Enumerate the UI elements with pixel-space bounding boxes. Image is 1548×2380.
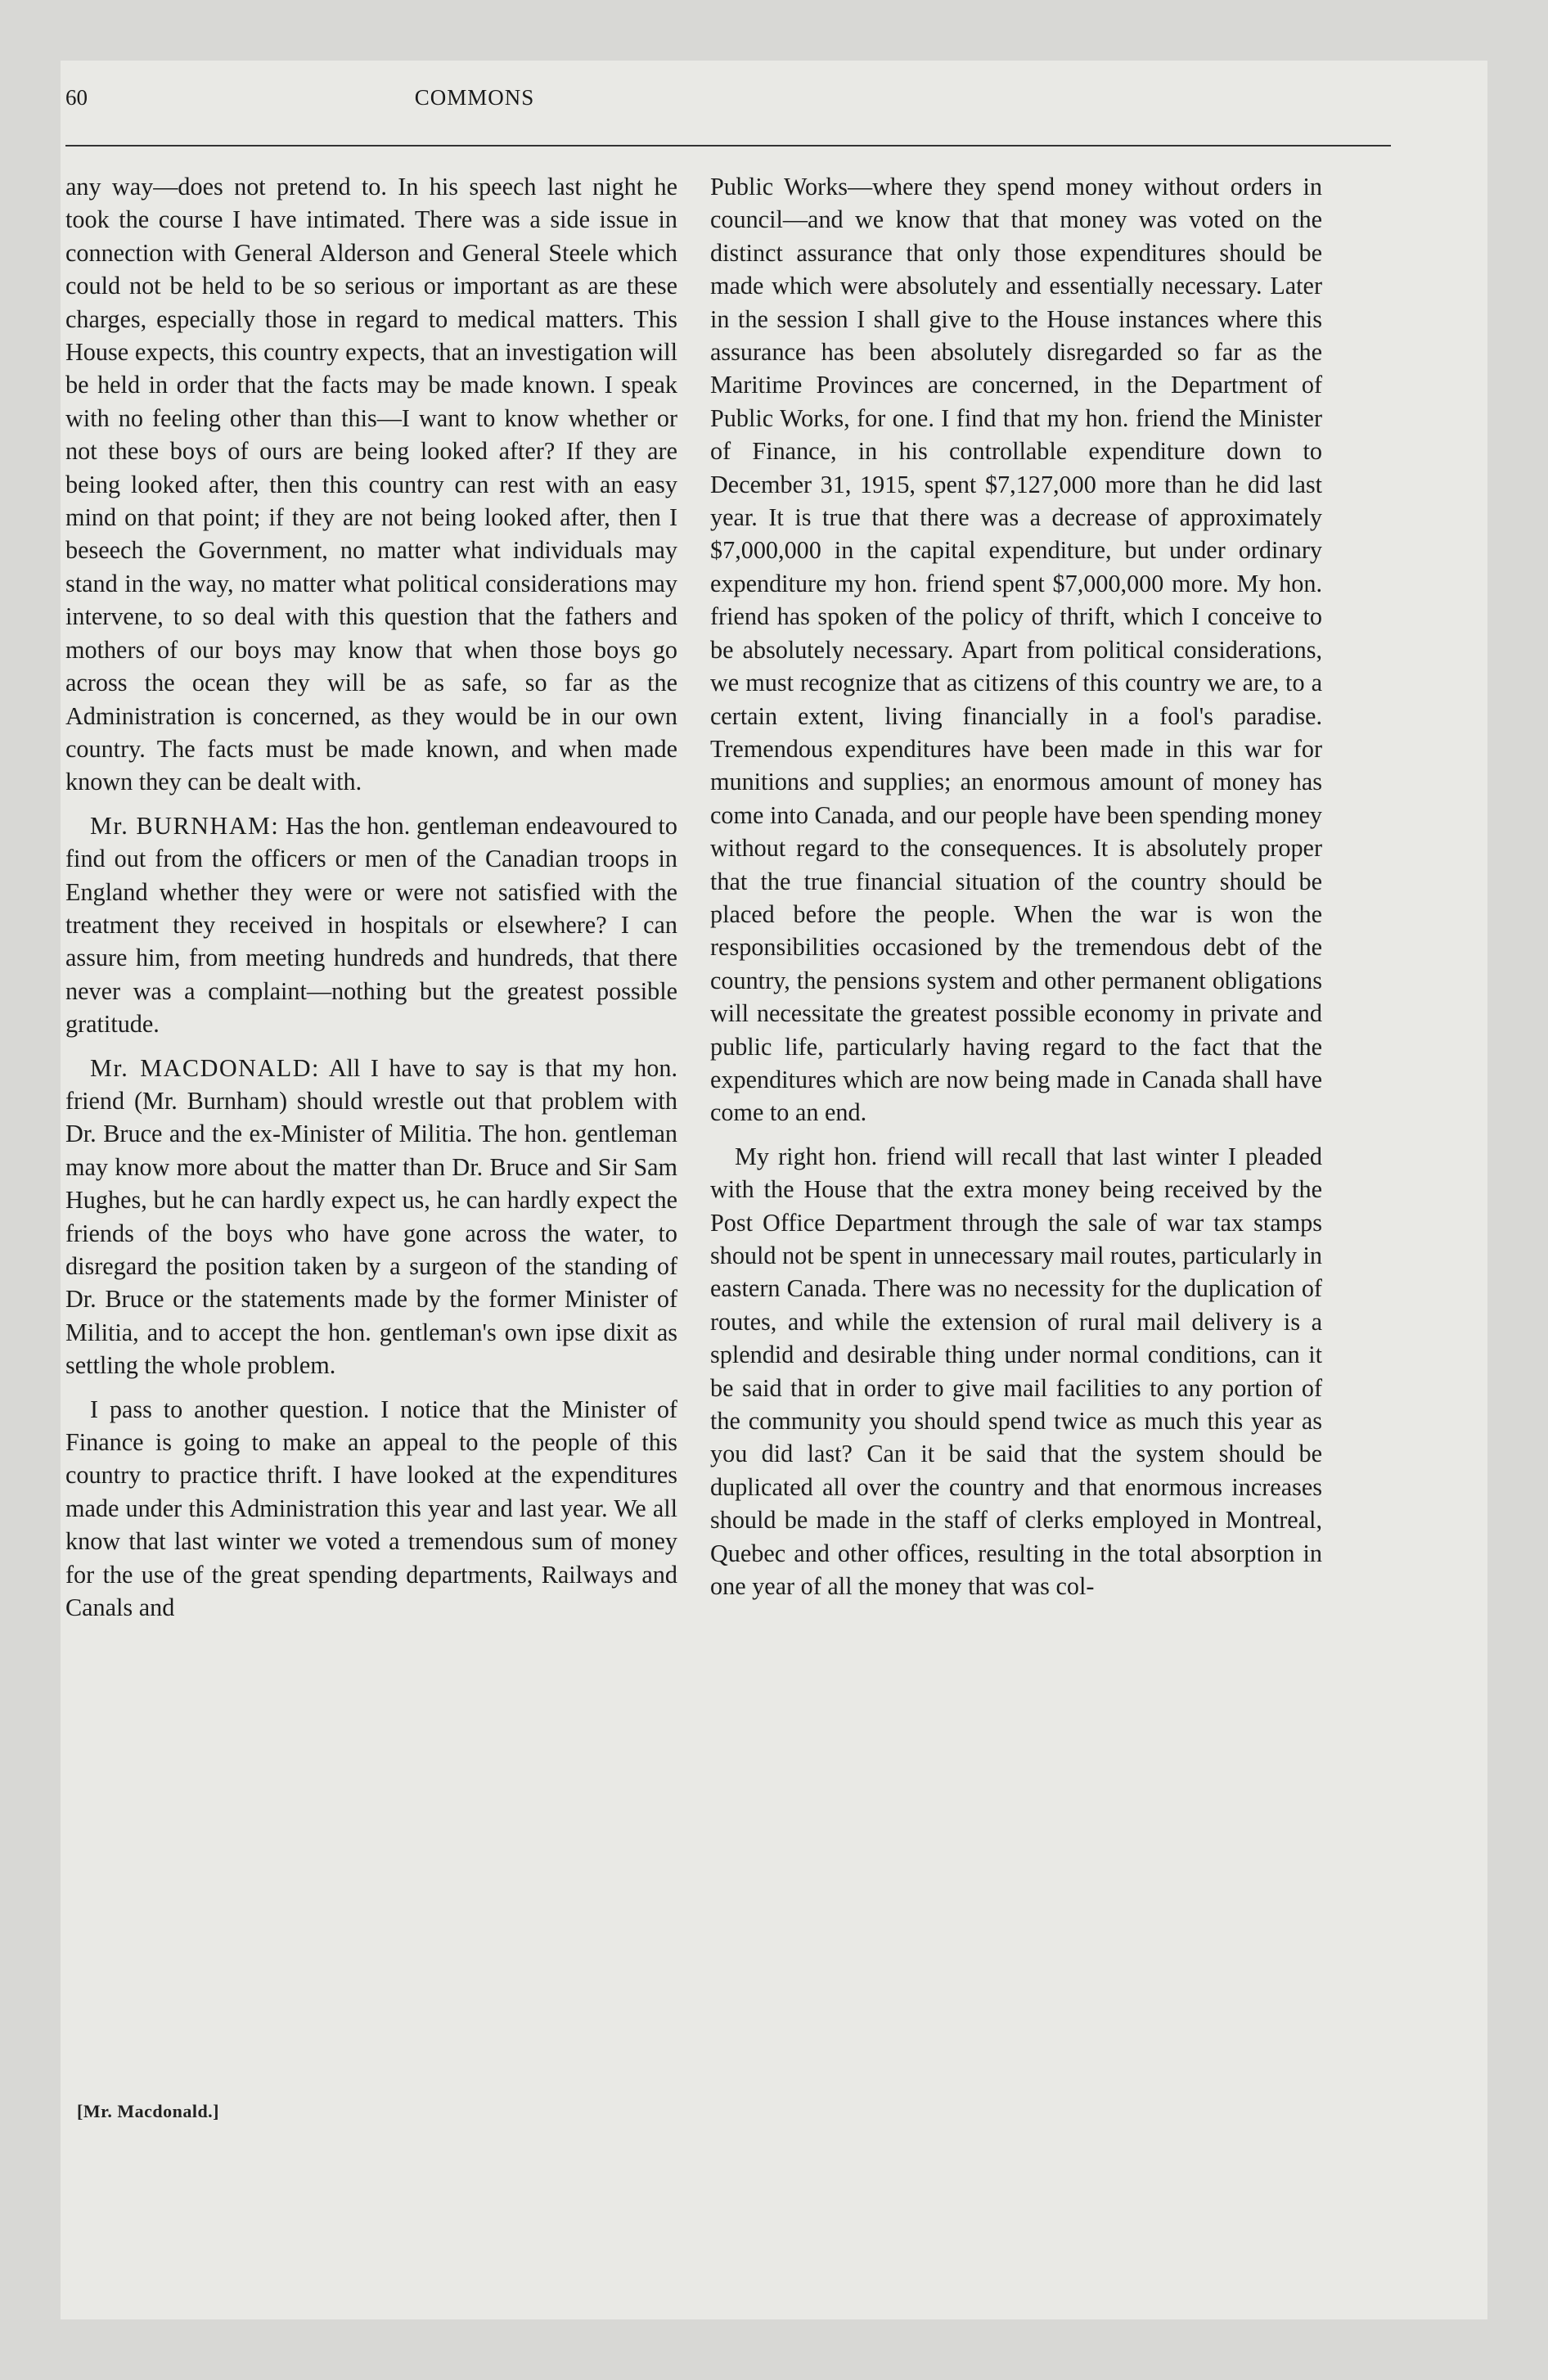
speaker-name: Mr. MACDONALD: (90, 1053, 320, 1082)
header-rule (65, 145, 1391, 146)
paragraph: any way—does not pretend to. In his speech last night he took the course I have intimated. There was a side issue in connection with General Alderson and General Steele which could not be held to be so serious or important as are these charges, especially those in regard to medical matters. This House expects, this country expects, that an investigation will be held in order that the facts may be made known. I speak with no feeling other than this—I want to know whether or not these boys of ours are being looked after? If they are being looked after, then this country can rest with an easy mind on that point; if they are not being looked after, then I beseech the Government, no matter what individuals may stand in the way, no matter what political considerations may intervene, to so deal with this question that the fathers and mothers of our boys may know that when those boys go across the ocean they will be as safe, so far as the Administration is concerned, as they would be in our own country. The facts must be made known, and when made known they can be dealt with. (65, 173, 677, 796)
running-title: COMMONS (414, 85, 535, 110)
speaker-footnote: [Mr. Macdonald.] (77, 2101, 220, 2121)
paragraph (65, 809, 677, 1041)
paragraph: Public Works—where they spend money without orders in council—and we know that that money was voted on the distinct assurance that only those expenditures should be made which were absolutely and essentially necessary. Later in the session I shall give to the House instances where this assurance has been absolutely disregarded so far as the Maritime Provinces are concerned, in the Department of Public Works, for one. I find that my hon. friend the Minister of Finance, in his controllable expenditure down to December 31, 1915, spent $7,127,000 more than he did last year. It is true that there was a decrease of approximately $7,000,000 in the capital expenditure, but under ordinary expenditure my hon. friend spent $7,000,000 more. My hon. friend has spoken of the policy of thrift, which I conceive to be absolutely necessary. Apart from political considerations, we must recognize that as citizens of this country we are, to a certain extent, living financially in a fool's paradise. Tremendous expenditures have been made in this war for munitions and supplies; an enormous amount of money has come into Canada, and our people have been spending money without regard to the consequences. It is absolutely proper that the true financial situation of the country should be placed before the people. When the war is won the responsibilities occasioned by the tremendous debt of the country, the pensions system and other permanent obligations will necessitate the greatest possible economy in private and public life, particularly having regard to the fact that the expenditures which are now being made in Canada shall have come to an end. (710, 173, 1322, 1127)
left-column (65, 170, 677, 1634)
right-column (710, 170, 1322, 1613)
speech-text: Has the hon. gentleman endeavoured to find out from the officers or men of the Canadian troops in England whether they were or were not satisfied with the treatment they received in hospitals or elsewhere? I can assure him, from meeting hundreds and hundreds, that there never was a complaint—nothing but the greatest possible gratitude. (65, 811, 678, 1039)
paragraph: I pass to another question. I notice that the Minister of Finance is going to make an appeal to the people of this country to practice thrift. I have looked at the expenditures made under this Administration this year and last year. We all know that last winter we voted a tremendous sum of money for the use of the great spending departments, Railways and Canals and (65, 1395, 677, 1622)
speech-text: All I have to say is that my hon. friend (Mr. Burnham) should wrestle out that problem with Dr. Bruce and the ex-Minister of Militia. The hon. gentleman may know more about the matter than Dr. Bruce and Sir Sam Hughes, but he can hardly expect us, he can hardly expect the friends of the boys who have gone across the water, to disregard the position taken by a surgeon of the standing of Dr. Bruce or the statements made by the former Minister of Militia, and to accept the hon. gentleman's own ipse dixit as settling the whole problem. (65, 1053, 677, 1380)
speaker-name: Mr. BURNHAM: (90, 811, 280, 840)
paragraph (65, 1052, 677, 1382)
paragraph: My right hon. friend will recall that last winter I pleaded with the House that the extra money being received by the Post Office Department through the sale of war tax stamps should not be spent in unnecessary mail routes, particularly in eastern Canada. There was no necessity for the duplication of routes, and while the extension of rural mail delivery is a splendid and desirable thing under normal conditions, can it be said that in order to give mail facilities to any portion of the community you should spend twice as much this year as you did last? Can it be said that the system should be duplicated all over the country and that enormous increases should be made in the staff of clerks employed in Montreal, Quebec and other offices, resulting in the total absorption in one year of all the money that was col- (710, 1142, 1322, 1601)
page-number: 60 (65, 85, 88, 110)
page-header (65, 85, 1391, 118)
